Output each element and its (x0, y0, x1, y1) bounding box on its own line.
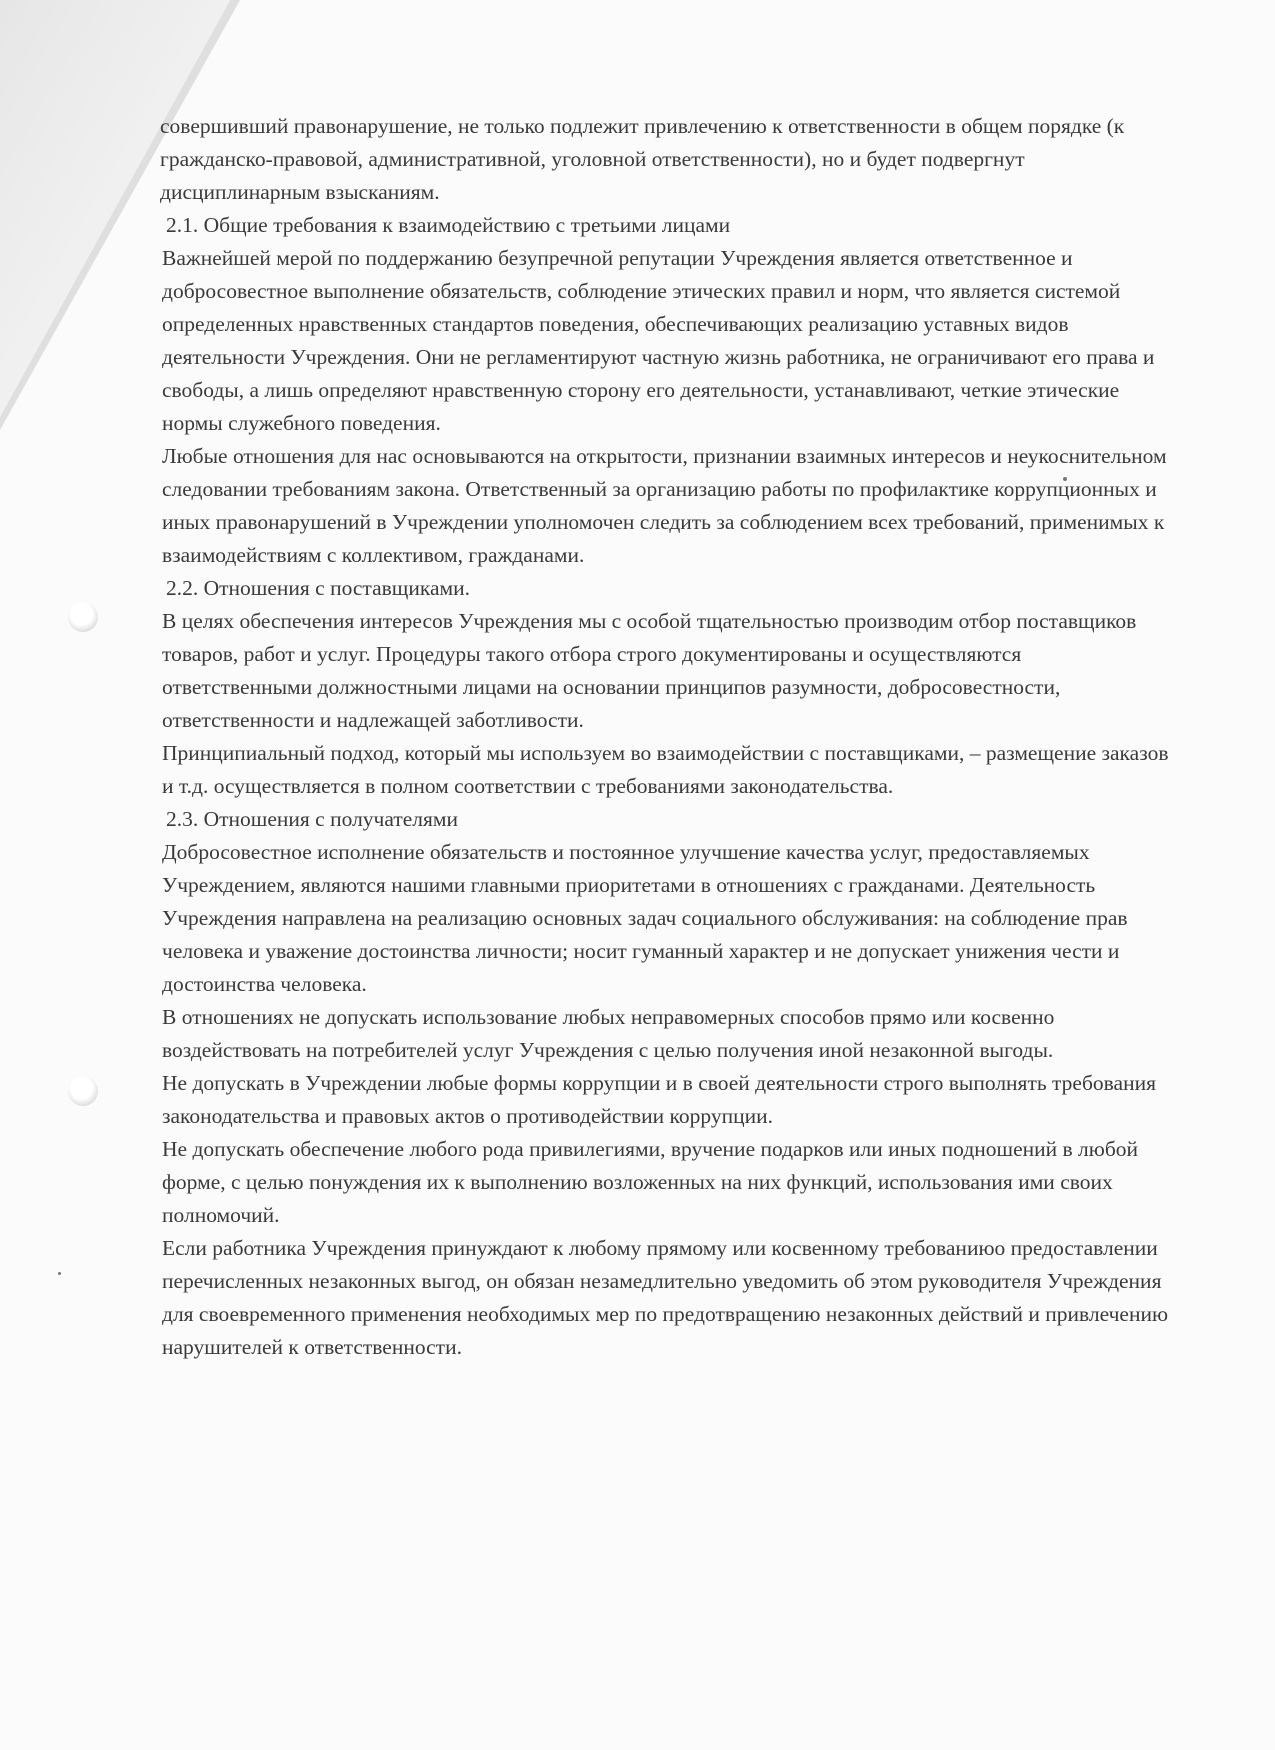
paragraph-relations: Любые отношения для нас основываются на открытости, признании взаимных интересов и неукоснительном следовании требованиям закона. Ответственный за организацию работы по профилактике коррупционных и иных правонарушений в Учреждении уполномочен следить за соблюдением всех требований, применимых к взаимодействиям с коллективом, гражданами. (162, 444, 1167, 567)
paragraph-privileges: Не допускать обеспечение любого рода привилегиями, вручение подарков или иных подношений в любой форме, с целью понуждения их к выполнению возложенных на них функций, использования ими своих полномочий. (162, 1137, 1139, 1227)
paragraph-recipients-quality: Добросовестное исполнение обязательств и постоянное улучшение качества услуг, предоставляемых Учреждением, являются нашими главными приоритетами в отношениях с гражданами. Деятельность Учреждения направлена на реализацию основных задач социального обслуживания: на соблюдение прав человека и уважение достоинства личности; носит гуманный характер и не допускает унижения чести и достоинства человека. (162, 840, 1128, 996)
paragraph-anti-corruption: Не допускать в Учреждении любые формы коррупции и в своей деятельности строго выполнять требования законодательства и правовых актов о противодействии коррупции. (162, 1071, 1156, 1128)
section-heading-2-1: 2.1. Общие требования к взаимодействию с третьими лицами (166, 213, 731, 237)
paragraph-intro: совершивший правонарушение, не только подлежит привлечению к ответственности в общем порядке (к гражданско-правовой, административной, уголовной ответственности), но и будет подвергнут дисциплинарным взысканиям. (160, 114, 1125, 204)
paragraph-recipients-unlawful-means: В отношениях не допускать использование любых неправомерных способов прямо или косвенно воздействовать на потребителей услуг Учреждения с целью получения иной незаконной выгоды. (162, 1005, 1055, 1062)
paragraph-suppliers-approach: Принципиальный подход, который мы используем во взаимодействии с поставщиками, – размещение заказов и т.д. осуществляется в полном соответствии с требованиями законодательства. (162, 741, 1169, 798)
section-heading-2-2: 2.2. Отношения с поставщиками. (166, 576, 470, 600)
document-body (160, 110, 1170, 1364)
punch-hole-bottom (68, 1076, 98, 1106)
scan-speck (58, 1272, 61, 1275)
punch-hole-top (68, 602, 98, 632)
section-heading-2-3: 2.3. Отношения с получателями (166, 807, 459, 831)
paragraph-reputation: Важнейшей мерой по поддержанию безупречной репутации Учреждения является ответственное и добросовестное выполнение обязательств, соблюдение этических правил и норм, что является системой определенных нравственных стандартов поведения, обеспечивающих реализацию уставных видов деятельности Учреждения. Они не регламентируют частную жизнь работника, не ограничивают его права и свободы, а лишь определяют нравственную сторону его деятельности, устанавливают, четкие этические нормы служебного поведения. (162, 246, 1155, 435)
paragraph-suppliers-selection: В целях обеспечения интересов Учреждения мы с особой тщательностью производим отбор поставщиков товаров, работ и услуг. Процедуры такого отбора строго документированы и осуществляются ответственными должностными лицами на основании принципов разумности, добросовестности, ответственности и надлежащей заботливости. (162, 609, 1137, 732)
paragraph-notification: Если работника Учреждения принуждают к любому прямому или косвенному требованиюо предоставлении перечисленных незаконных выгод, он обязан незамедлительно уведомить об этом руководителя Учреждения для своевременного применения необходимых мер по предотвращению незаконных действий и привлечению нарушителей к ответственности. (162, 1236, 1169, 1359)
